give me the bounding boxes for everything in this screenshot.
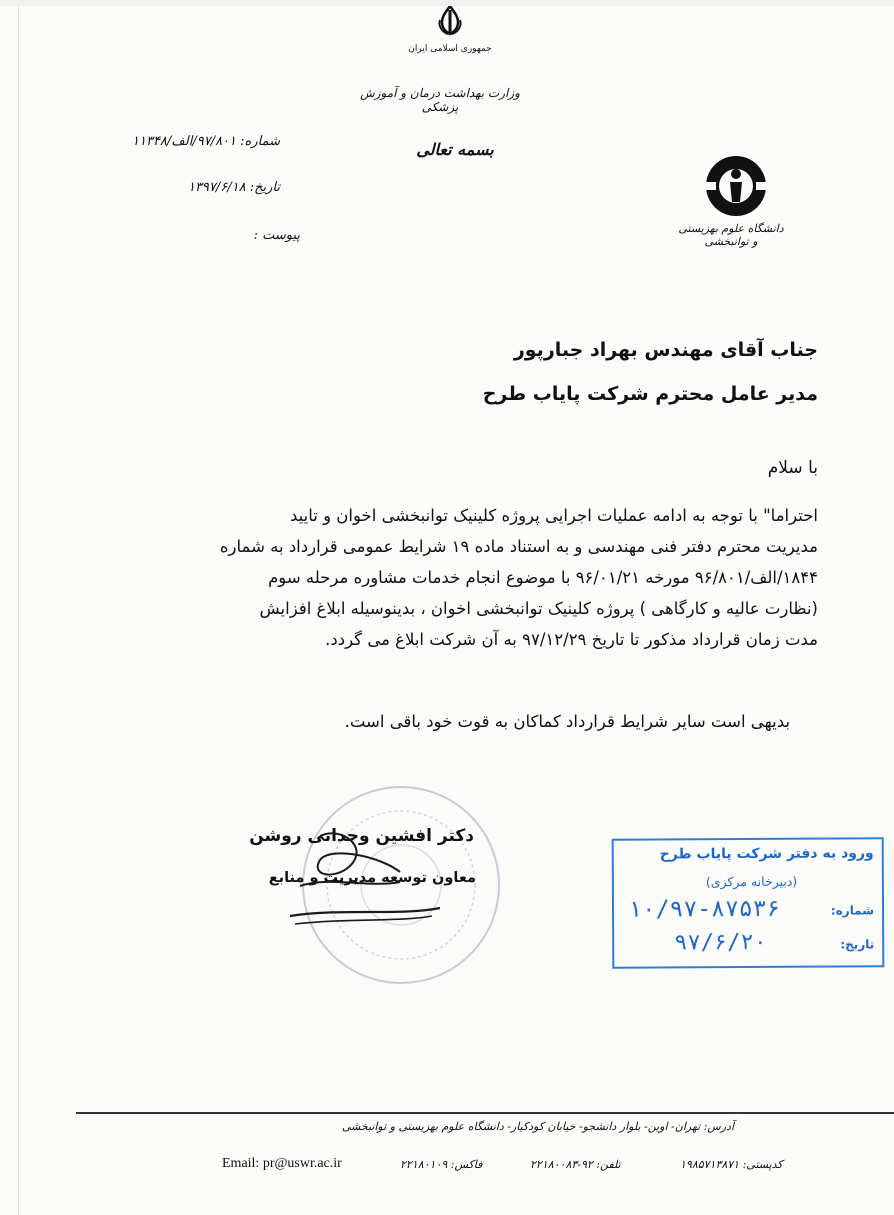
stamp-date-label: تاریخ: <box>840 937 875 952</box>
government-title: جمهوری اسلامی ایران <box>408 44 492 54</box>
recipient-name: جناب آقای مهندس بهراد جبارپور <box>513 339 818 361</box>
footer-fax: فاکس: ۲۲۱۸۰۱۰۹ <box>400 1158 483 1171</box>
signatory-name: دکتر افشین وجدانی روشن <box>249 826 474 846</box>
letter-date <box>160 180 280 195</box>
letter-body <box>116 500 818 655</box>
letter-number-value: ۹۷/۸۰۱/الف/۱۱۳۴۸ <box>132 134 237 149</box>
footer-email: Email: pr@uswr.ac.ir <box>222 1156 342 1171</box>
closing-sentence: بدیهی است سایر شرایط قرارداد کماکان به قوت خود باقی است. <box>344 712 790 731</box>
letter-number-label: شماره: <box>240 134 280 149</box>
bismillah-heading: بسمه تعالی <box>416 140 494 159</box>
letter-number <box>80 134 280 149</box>
stamp-date-value: ۹۷/۶/۲۰ <box>674 929 767 956</box>
stamp-title: ورود به دفتر شرکت پایاب طرح <box>659 845 874 863</box>
attachment-label: پیوست : <box>253 228 300 243</box>
ministry-title: وزارت بهداشت درمان و آموزش پزشکی <box>360 86 520 114</box>
footer-address: آدرس: تهران- اوین- بلوار دانشجو- خیابان کودکیار- دانشگاه علوم بهزیستی و توانبخشی <box>341 1120 734 1133</box>
handwritten-signature <box>170 816 450 936</box>
stamp-subtitle: (دبیرخانه مرکزی) <box>705 873 798 890</box>
body-line: مدیریت محترم دفتر فنی مهندسی و به استناد ماده ۱۹ شرایط عمومی قرارداد به شماره <box>219 537 818 556</box>
letter-date-label: تاریخ: <box>249 180 280 195</box>
footer-phone: تلفن: ۹۲-۲۲۱۸۰۰۸۳ <box>530 1158 621 1171</box>
recipient-title: مدیر عامل محترم شرکت پایاب طرح <box>482 383 818 405</box>
recipient-block <box>483 328 818 416</box>
letter-date-value: ۱۳۹۷/۶/۱۸ <box>187 180 246 195</box>
body-line: ۱۸۴۴/الف/۹۶/۸۰۱ مورخه ۹۶/۰۱/۲۱ با موضوع انجام خدمات مشاوره مرحله سوم <box>268 568 818 587</box>
greeting: با سلام <box>767 458 818 478</box>
iran-emblem-icon <box>430 0 470 40</box>
university-name: دانشگاه علوم بهزیستی و توانبخشی <box>678 222 784 248</box>
stamp-number-value: ۱۰/۹۷-۸۷۵۳۶ <box>627 895 781 923</box>
signatory-title: معاون توسعه مدیریت و منابع <box>268 870 476 886</box>
university-logo-icon <box>696 152 776 220</box>
footer-divider <box>76 1112 894 1114</box>
received-stamp <box>612 837 885 968</box>
footer-postal-code: کدپستی: ۱۹۸۵۷۱۳۸۷۱ <box>680 1158 783 1171</box>
body-line: مدت زمان قرارداد مذکور تا تاریخ ۹۷/۱۲/۲۹ به آن شرکت ابلاغ می گردد. <box>325 630 818 649</box>
stamp-number-label: شماره: <box>830 903 875 918</box>
body-line: احتراما" با توجه به ادامه عملیات اجرایی پروژه کلینیک توانبخشی اخوان و تایید <box>290 506 818 525</box>
body-line: (نظارت عالیه و کارگاهی ) پروژه کلینیک توانبخشی اخوان ، بدینوسیله ابلاغ افزایش <box>259 599 818 618</box>
